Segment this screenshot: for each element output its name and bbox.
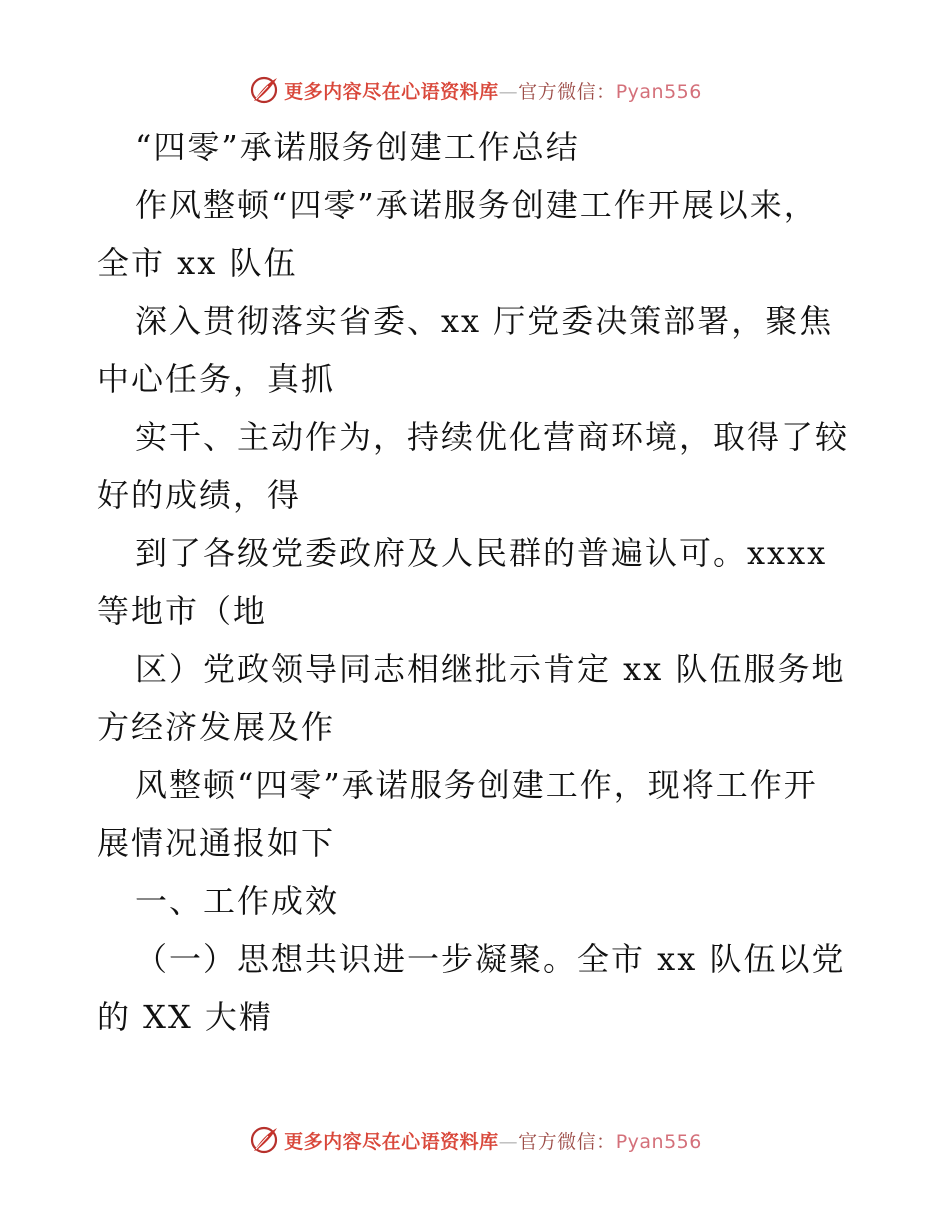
- paragraph-line: 风整顿“四零”承诺服务创建工作，现将工作开: [135, 766, 818, 804]
- watermark-main: 更多内容尽在心语资料库: [284, 1130, 499, 1153]
- paragraph-line: 展情况通报如下: [97, 824, 336, 862]
- document-title: “四零”承诺服务创建工作总结: [135, 128, 580, 166]
- watermark-account-id: Pyan556: [615, 1130, 702, 1153]
- paragraph-line: 方经济发展及作: [97, 708, 336, 746]
- watermark-account-label: 官方微信：: [518, 80, 616, 103]
- paragraph-line: 到了各级党委政府及人民群的普遍认可。xxxx: [135, 534, 828, 572]
- watermark-text: [284, 1127, 702, 1154]
- paragraph-line: 实干、主动作为，持续优化营商环境，取得了较: [135, 418, 850, 456]
- watermark-dash: —: [498, 1130, 519, 1153]
- watermark-dash: —: [498, 80, 519, 103]
- paragraph-line: 全市 xx 队伍: [97, 244, 298, 282]
- paragraph-line: 的 XX 大精: [97, 998, 273, 1036]
- paragraph-line: 深入贯彻落实省委、xx 厅党委决策部署，聚焦: [135, 302, 834, 340]
- watermark-main: 更多内容尽在心语资料库: [284, 80, 499, 103]
- paragraph-line: 作风整顿“四零”承诺服务创建工作开展以来，: [135, 186, 818, 224]
- watermark-account-label: 官方微信：: [518, 1130, 616, 1153]
- paragraph-line: 好的成绩，得: [97, 476, 302, 514]
- paragraph-line: （一）思想共识进一步凝聚。全市 xx 队伍以党: [135, 940, 846, 978]
- paragraph-line: 中心任务，真抓: [97, 360, 336, 398]
- watermark-account-id: Pyan556: [615, 80, 702, 103]
- paragraph-line: 区）党政领导同志相继批示肯定 xx 队伍服务地: [135, 650, 846, 688]
- watermark-banner-bottom: [0, 1120, 950, 1160]
- feather-pen-logo-icon: [248, 1124, 280, 1156]
- paragraph-line: 等地市（地: [97, 592, 268, 630]
- section-heading: 一、工作成效: [135, 882, 340, 920]
